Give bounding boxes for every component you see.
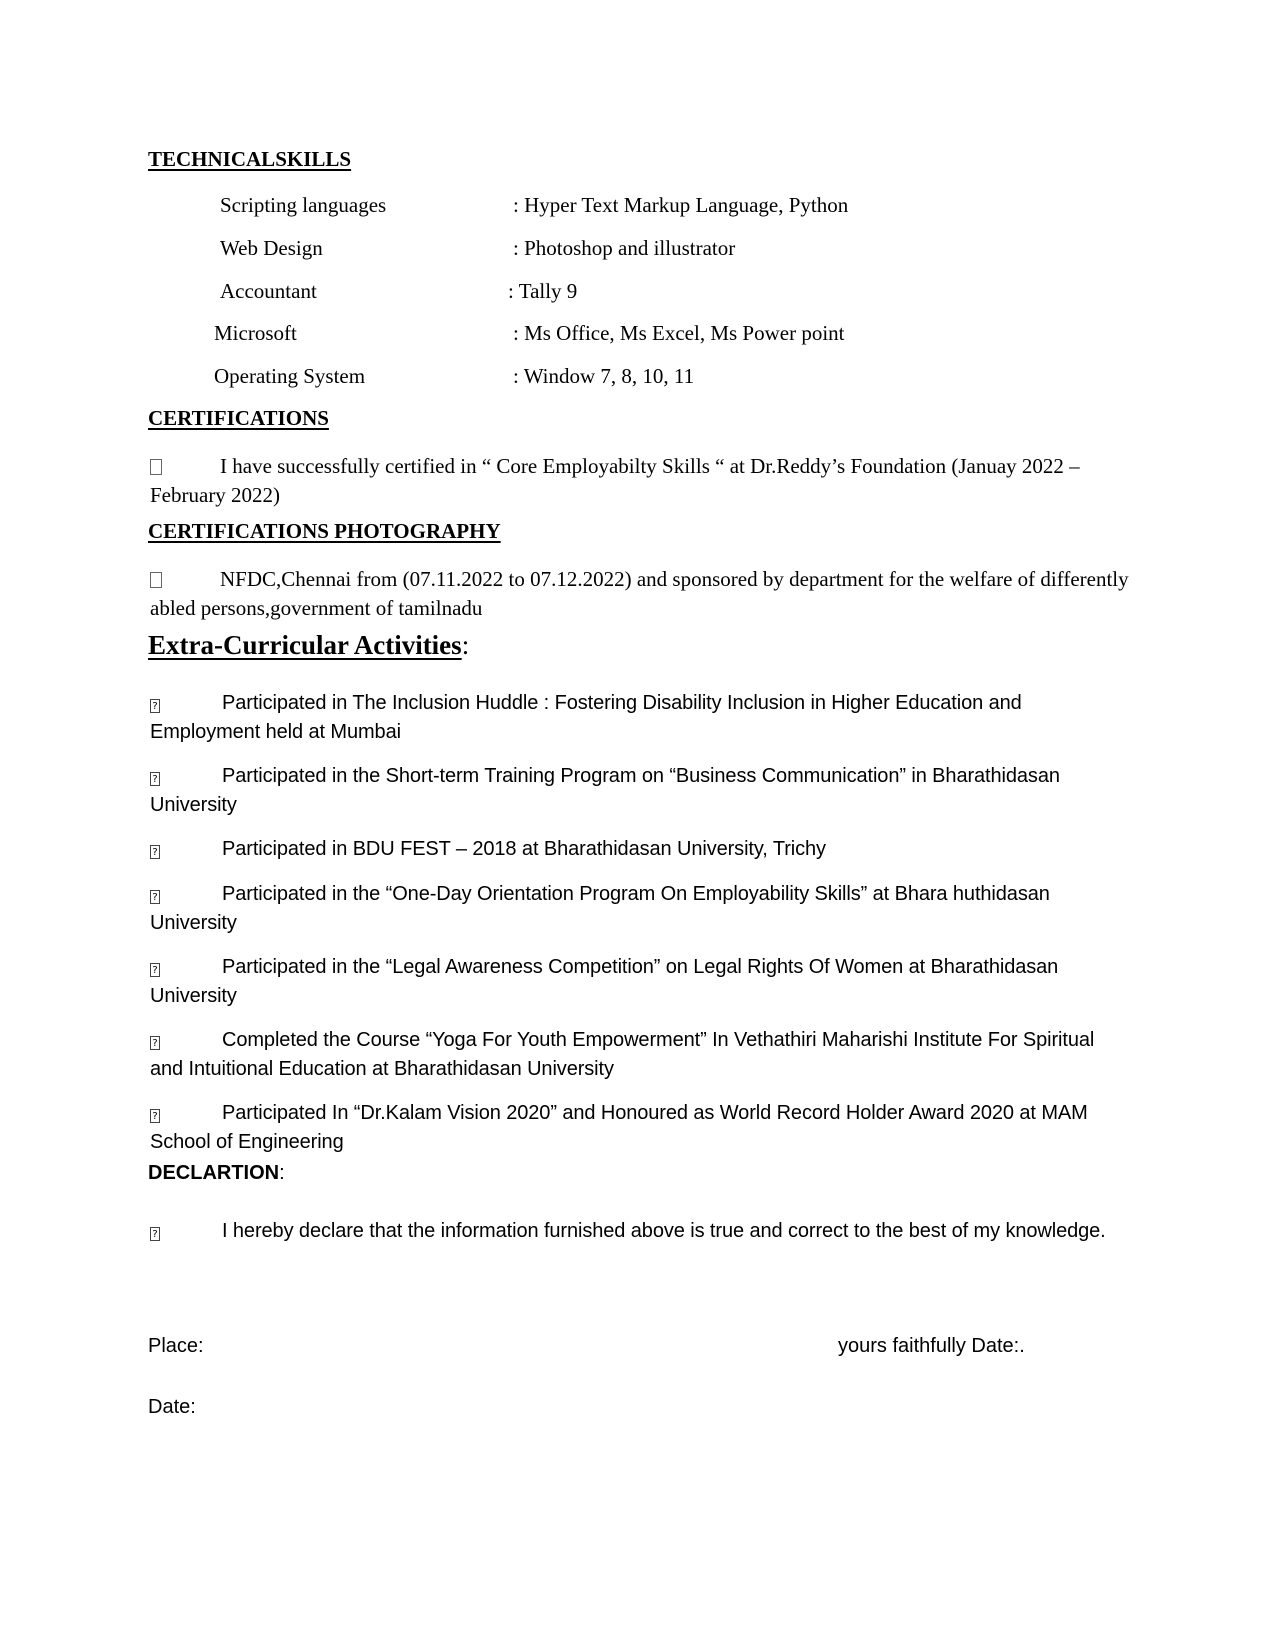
skill-label: Web Design bbox=[220, 236, 323, 260]
activity-item bbox=[150, 1026, 1130, 1084]
photography-certification-text: NFDC,Chennai from (07.11.2022 to 07.12.2022) and sponsored by department for the welfare of differently abled persons,government of tamilnadu bbox=[150, 567, 1129, 620]
declaration-text: I hereby declare that the information furnished above is true and correct to the best of my knowledge. bbox=[222, 1220, 1106, 1242]
certification-item bbox=[150, 452, 1130, 510]
date-label: Date: bbox=[148, 1396, 196, 1418]
skill-value: : Ms Office, Ms Excel, Ms Power point bbox=[513, 321, 845, 345]
activity-text: Completed the Course “Yoga For Youth Empowerment” In Vethathiri Maharishi Institute For Spiritual and Intuitional Education at Bharathidasan University bbox=[150, 1029, 1095, 1080]
activity-text: Participated in BDU FEST – 2018 at Bharathidasan University, Trichy bbox=[222, 838, 826, 860]
missing-glyph-icon: ? bbox=[150, 1109, 160, 1123]
declaration-heading bbox=[148, 1162, 285, 1185]
extra-curricular-heading-text: Extra-Curricular Activities bbox=[148, 630, 462, 660]
missing-glyph-icon: ? bbox=[150, 845, 160, 859]
skill-value: : Tally 9 bbox=[508, 279, 578, 303]
missing-glyph-icon: ? bbox=[150, 1227, 160, 1241]
skill-label: Scripting languages bbox=[220, 193, 387, 217]
missing-glyph-icon: ? bbox=[150, 890, 160, 904]
missing-glyph-icon: ? bbox=[150, 772, 160, 786]
empty-box-icon bbox=[150, 459, 162, 475]
activity-text: Participated in The Inclusion Huddle : Fostering Disability Inclusion in Higher Education and Employment held at Mumbai bbox=[150, 692, 1022, 743]
activity-item bbox=[150, 835, 1130, 864]
skill-label: Operating System bbox=[214, 364, 366, 388]
certifications-heading: CERTIFICATIONS bbox=[148, 406, 329, 430]
activity-item bbox=[150, 880, 1130, 938]
activity-text: Participated in the Short-term Training Program on “Business Communication” in Bharathidasan University bbox=[150, 765, 1060, 816]
photography-certification-item bbox=[150, 565, 1130, 623]
skill-value: : Hyper Text Markup Language, Python bbox=[513, 193, 849, 217]
activity-item bbox=[150, 689, 1130, 747]
activity-text: Participated in the “Legal Awareness Competition” on Legal Rights Of Women at Bharathidasan University bbox=[150, 956, 1059, 1007]
activity-item bbox=[150, 1099, 1130, 1157]
skill-value: : Window 7, 8, 10, 11 bbox=[513, 364, 695, 388]
missing-glyph-icon: ? bbox=[150, 1036, 160, 1050]
heading-colon: : bbox=[461, 630, 470, 660]
certification-text: I have successfully certified in “ Core Employabilty Skills “ at Dr.Reddy’s Foundation (Januay 2022 – February 2022) bbox=[150, 454, 1080, 507]
skill-label: Microsoft bbox=[214, 321, 297, 345]
activity-item bbox=[150, 762, 1130, 820]
activity-text: Participated In “Dr.Kalam Vision 2020” and Honoured as World Record Holder Award 2020 at MAM School of Engineering bbox=[150, 1102, 1088, 1153]
skill-value: : Photoshop and illustrator bbox=[513, 236, 736, 260]
extra-curricular-heading bbox=[148, 630, 469, 661]
technical-skills-heading: TECHNICALSKILLS bbox=[148, 147, 352, 171]
skill-label: Accountant bbox=[220, 279, 317, 303]
missing-glyph-icon: ? bbox=[150, 699, 160, 713]
heading-colon: : bbox=[279, 1162, 285, 1184]
activity-text: Participated in the “One-Day Orientation Program On Employability Skills” at Bhara huthidasan University bbox=[150, 883, 1050, 934]
certifications-photography-heading: CERTIFICATIONS PHOTOGRAPHY bbox=[148, 519, 501, 543]
activity-item bbox=[150, 953, 1130, 1011]
declaration-item bbox=[150, 1217, 1130, 1246]
place-label: Place: bbox=[148, 1335, 204, 1357]
declaration-heading-text: DECLARTION bbox=[148, 1162, 280, 1184]
signature-label: yours faithfully Date:. bbox=[838, 1335, 1025, 1357]
missing-glyph-icon: ? bbox=[150, 963, 160, 977]
empty-box-icon bbox=[150, 572, 162, 588]
